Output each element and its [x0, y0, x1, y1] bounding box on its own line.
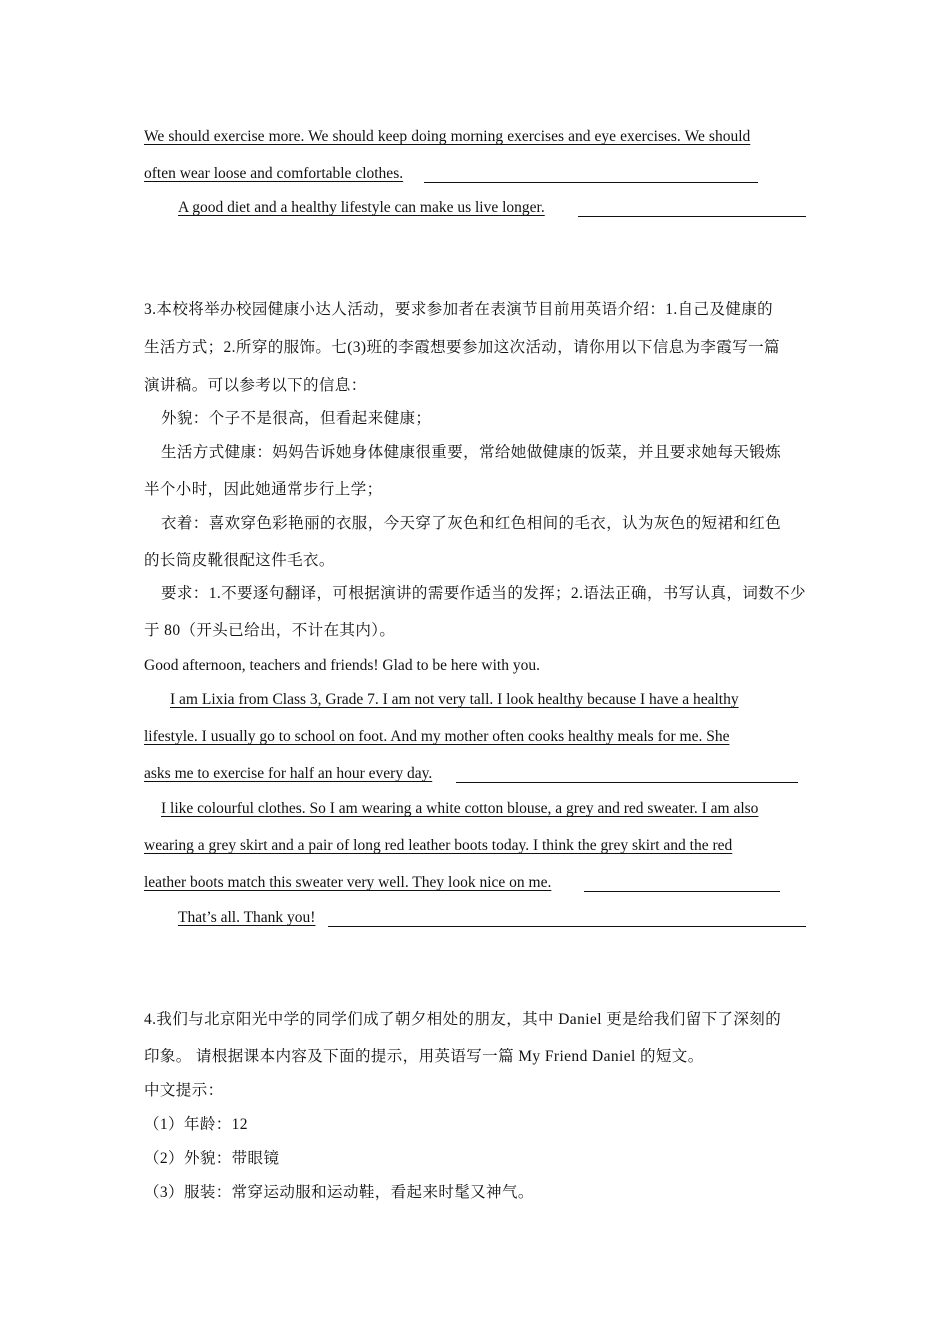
speech-line: asks me to exercise for half an hour every day.: [144, 765, 433, 782]
blank-rule: [456, 782, 798, 783]
hint-item: （1）年龄：12: [144, 1116, 248, 1133]
answer-line: A good diet and a healthy lifestyle can make us live longer.: [178, 199, 545, 216]
blank-rule: [584, 891, 780, 892]
blank-rule: [328, 926, 806, 927]
hints-title: 中文提示：: [144, 1082, 224, 1099]
answer-line: often wear loose and comfortable clothes.: [144, 165, 404, 182]
speech-line: lifestyle. I usually go to school on foot. And my mother often cooks healthy meals for me. She: [144, 728, 730, 745]
speech-line: I like colourful clothes. So I am wearing a white cotton blouse, a grey and red sweater. I am also: [161, 800, 759, 817]
requirements: 于 80（开头已给出，不计在其内）。: [144, 622, 396, 639]
question-3-prompt: 3.本校将举办校园健康小达人活动，要求参加者在表演节目前用英语介绍：1.自己及健康的: [144, 301, 774, 318]
info-appearance: 外貌：个子不是很高，但看起来健康；: [161, 410, 432, 427]
info-clothing: 衣着：喜欢穿色彩艳丽的衣服，今天穿了灰色和红色相间的毛衣，认为灰色的短裙和红色: [161, 515, 782, 532]
question-3-prompt: 生活方式；2.所穿的服饰。七(3)班的李霞想要参加这次活动，请你用以下信息为李霞写一篇: [144, 339, 780, 356]
speech-opening: Good afternoon, teachers and friends! Glad to be here with you.: [144, 657, 540, 674]
info-lifestyle: 半个小时，因此她通常步行上学；: [144, 481, 383, 498]
hint-item: （2）外貌：带眼镜: [144, 1150, 280, 1167]
info-lifestyle: 生活方式健康：妈妈告诉她身体健康很重要，常给她做健康的饭菜，并且要求她每天锻炼: [161, 444, 782, 461]
answer-line: We should exercise more. We should keep doing morning exercises and eye exercises. We should: [144, 128, 751, 145]
speech-line: I am Lixia from Class 3, Grade 7. I am not very tall. I look healthy because I have a healthy: [170, 691, 739, 708]
question-4-prompt: 印象。 请根据课本内容及下面的提示，用英语写一篇 My Friend Daniel 的短文。: [144, 1048, 704, 1065]
question-3-prompt: 演讲稿。可以参考以下的信息：: [144, 377, 367, 394]
hint-item: （3）服装：常穿运动服和运动鞋，看起来时髦又神气。: [144, 1184, 534, 1201]
speech-line: leather boots match this sweater very well. They look nice on me.: [144, 874, 552, 891]
speech-line: wearing a grey skirt and a pair of long red leather boots today. I think the grey skirt and the red: [144, 837, 733, 854]
requirements: 要求：1.不要逐句翻译，可根据演讲的需要作适当的发挥；2.语法正确，书写认真，词数不少: [161, 585, 806, 602]
info-clothing: 的长筒皮靴很配这件毛衣。: [144, 552, 335, 569]
speech-closing: That’s all. Thank you!: [178, 909, 316, 926]
blank-rule: [578, 216, 806, 217]
question-4-prompt: 4.我们与北京阳光中学的同学们成了朝夕相处的朋友，其中 Daniel 更是给我们留下了深刻的: [144, 1011, 782, 1028]
blank-rule: [424, 182, 758, 183]
